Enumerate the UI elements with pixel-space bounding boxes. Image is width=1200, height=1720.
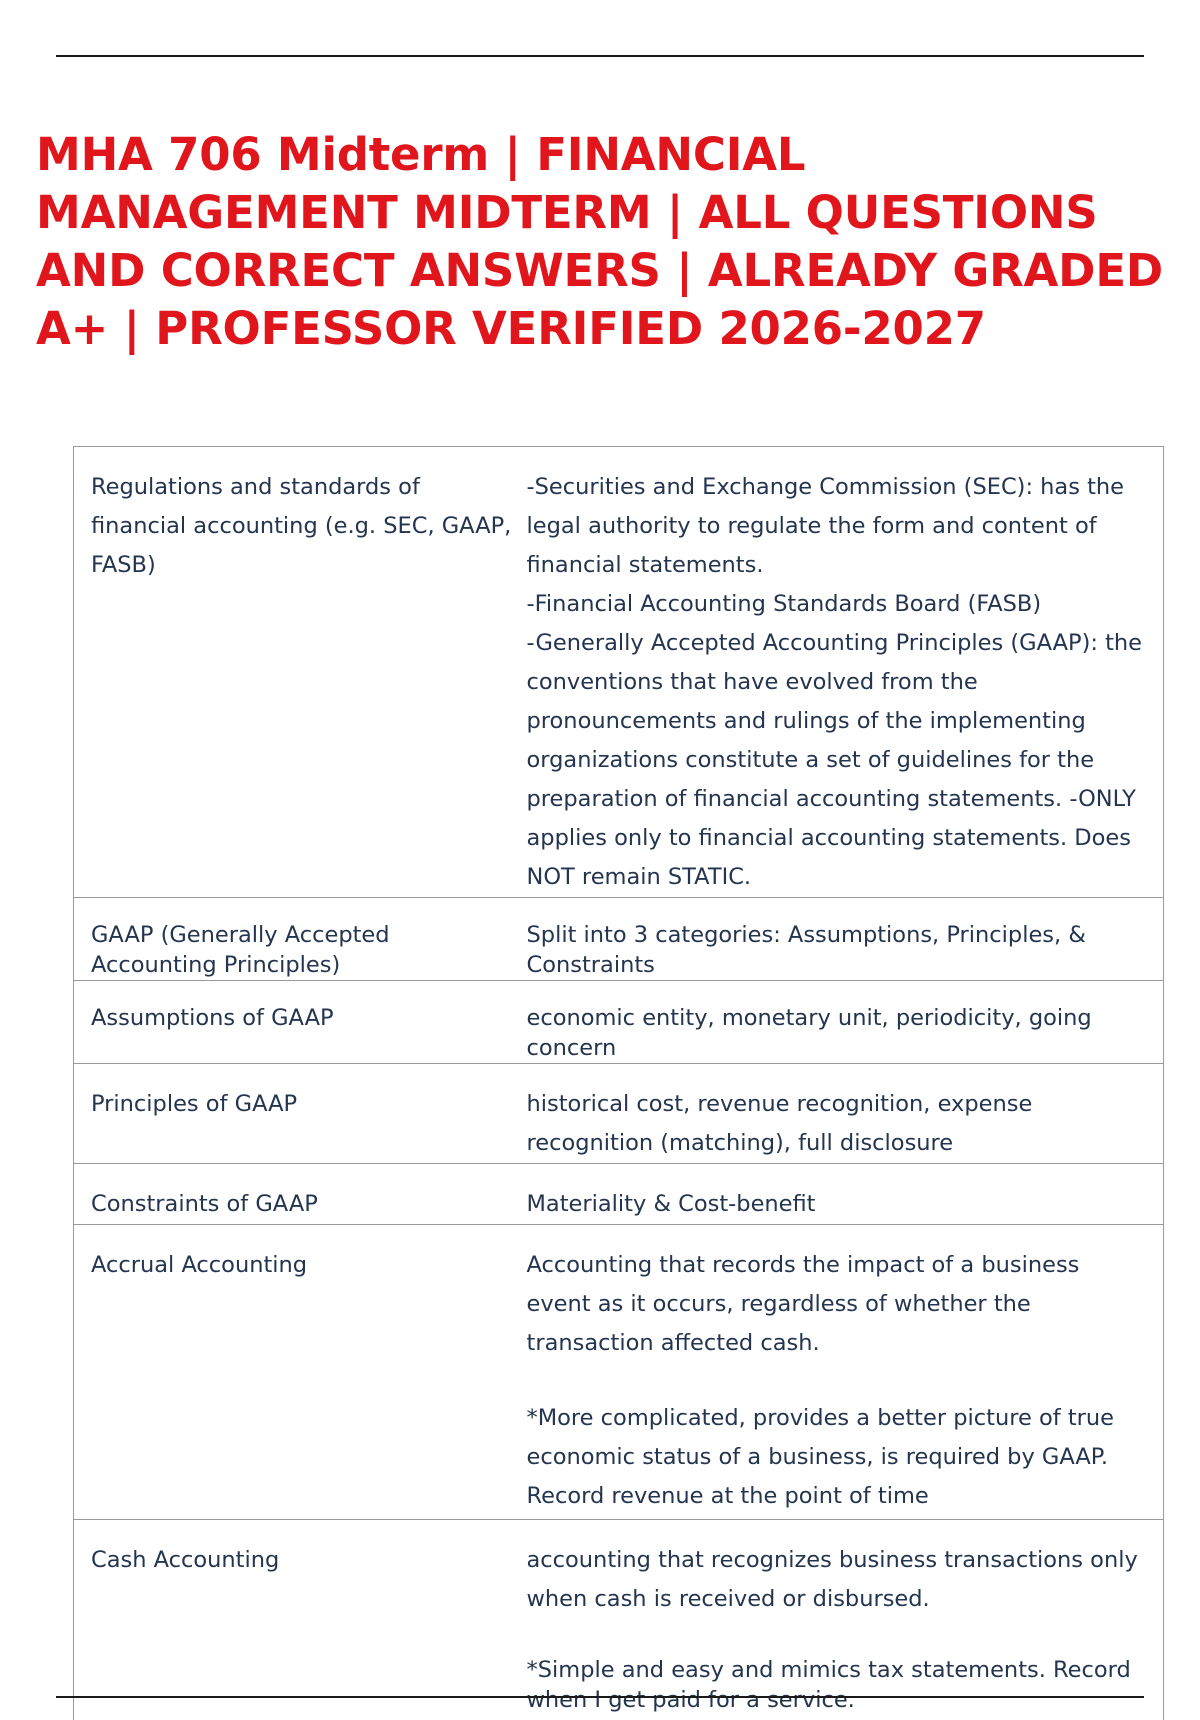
document-title: MHA 706 Midterm | FINANCIAL MANAGEMENT MIDTERM | ALL QUESTIONS AND CORRECT ANSWERS | ALREADY GRADED A+ | PROFESSOR VERIFIED 2026-2027 <box>36 126 1166 358</box>
definition-cell <box>527 1520 1164 1720</box>
term-cell <box>74 981 527 1064</box>
term-cell <box>74 447 527 898</box>
term-cell <box>74 898 527 981</box>
bottom-rule <box>56 1696 1144 1698</box>
definition-text: Split into 3 categories: Assumptions, Principles, & Constraints <box>527 898 1164 980</box>
top-rule <box>56 55 1144 57</box>
table-row <box>74 981 1164 1064</box>
table-row <box>74 898 1164 981</box>
term-text: Assumptions of GAAP <box>74 981 527 1033</box>
definition-cell <box>527 898 1164 981</box>
term-cell <box>74 1520 527 1720</box>
term-text: Constraints of GAAP <box>74 1164 527 1224</box>
term-text: Principles of GAAP <box>74 1064 527 1124</box>
table-row <box>74 1225 1164 1520</box>
paragraph-gap <box>527 1619 1164 1655</box>
definition-cell <box>527 981 1164 1064</box>
qa-table <box>73 446 1164 1720</box>
definition-cell <box>527 447 1164 898</box>
definition-text: -Securities and Exchange Commission (SEC): has the legal authority to regulate the form and content of financial statements. -Financial Accounting Standards Board (FASB) -Generally Accepted Accounting Principles (GAAP): the conventions that have evolved from the pronouncements and rulings of the implementing organizations constitute a set of guidelines for the preparation of financial accounting statements. -ONLY applies only to financial accounting statements. Does NOT remain STATIC. <box>527 447 1164 897</box>
table-row <box>74 1064 1164 1164</box>
term-cell <box>74 1064 527 1164</box>
definition-text: accounting that recognizes business transactions only when cash is received or disbursed. <box>527 1520 1164 1619</box>
definition-note: *More complicated, provides a better picture of true economic status of a business, is required by GAAP. Record revenue at the point of time <box>527 1399 1164 1516</box>
definition-note: *Simple and easy and mimics tax statements. Record when I get paid for a service. <box>527 1655 1164 1715</box>
definition-text: Accounting that records the impact of a business event as it occurs, regardless of whether the transaction affected cash. <box>527 1225 1164 1363</box>
term-text: GAAP (Generally Accepted Accounting Principles) <box>74 898 527 980</box>
term-cell <box>74 1225 527 1520</box>
table-row <box>74 1164 1164 1225</box>
term-text: Regulations and standards of financial accounting (e.g. SEC, GAAP, FASB) <box>74 447 527 585</box>
paragraph-gap <box>527 1363 1164 1399</box>
definition-cell <box>527 1064 1164 1164</box>
definition-text: Materiality & Cost-benefit <box>527 1164 1164 1224</box>
term-text: Cash Accounting <box>74 1520 527 1580</box>
table-row <box>74 1520 1164 1720</box>
definition-cell <box>527 1225 1164 1520</box>
table-row <box>74 447 1164 898</box>
definition-text: historical cost, revenue recognition, expense recognition (matching), full disclosure <box>527 1064 1164 1163</box>
definition-text: economic entity, monetary unit, periodicity, going concern <box>527 981 1164 1063</box>
term-text: Accrual Accounting <box>74 1225 527 1285</box>
term-cell <box>74 1164 527 1225</box>
definition-cell <box>527 1164 1164 1225</box>
